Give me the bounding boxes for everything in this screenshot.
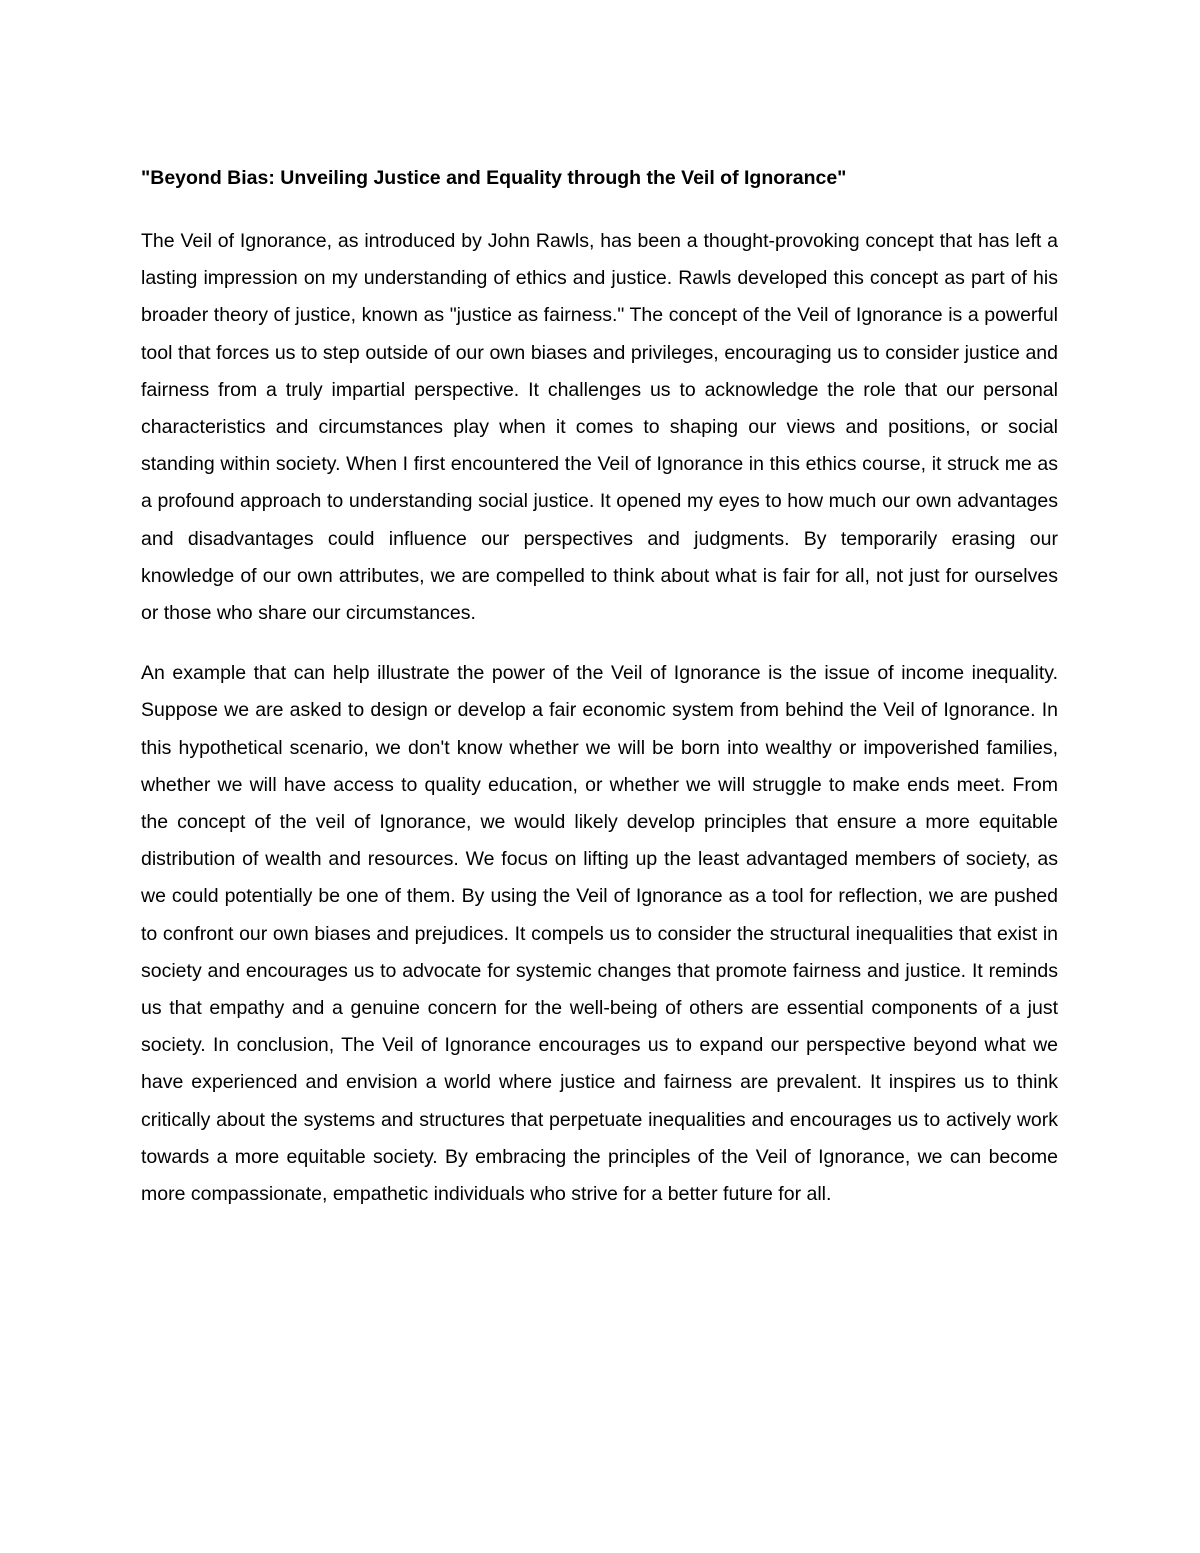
paragraph-1: The Veil of Ignorance, as introduced by John Rawls, has been a thought-provoking concept that has left a lasting impression on my understanding of ethics and justice. Rawls developed this concept as part of his broader theory of justice, known as "justice as fairness." The concept of the Veil of Ignorance is a powerful tool that forces us to step outside of our own biases and privileges, encouraging us to consider justice and fairness from a truly impartial perspective. It challenges us to acknowledge the role that our personal characteristics and circumstances play when it comes to shaping our views and positions, or social standing within society. When I first encountered the Veil of Ignorance in this ethics course, it struck me as a profound approach to understanding social justice. It opened my eyes to how much our own advantages and disadvantages could influence our perspectives and judgments. By temporarily erasing our knowledge of our own attributes, we are compelled to think about what is fair for all, not just for ourselves or those who share our circumstances. (141, 230, 1058, 625)
document-title: "Beyond Bias: Unveiling Justice and Equality through the Veil of Ignorance" (141, 167, 847, 189)
document-body (141, 160, 1058, 1213)
paragraph-2: An example that can help illustrate the power of the Veil of Ignorance is the issue of income inequality. Suppose we are asked to design or develop a fair economic system from behind the Veil of Ignorance. In this hypothetical scenario, we don't know whether we will be born into wealthy or impoverished families, whether we will have access to quality education, or whether we will struggle to make ends meet. From the concept of the veil of Ignorance, we would likely develop principles that ensure a more equitable distribution of wealth and resources. We focus on lifting up the least advantaged members of society, as we could potentially be one of them. By using the Veil of Ignorance as a tool for reflection, we are pushed to confront our own biases and prejudices. It compels us to consider the structural inequalities that exist in society and encourages us to advocate for systemic changes that promote fairness and justice. It reminds us that empathy and a genuine concern for the well-being of others are essential components of a just society. In conclusion, The Veil of Ignorance encourages us to expand our perspective beyond what we have experienced and envision a world where justice and fairness are prevalent. It inspires us to think critically about the systems and structures that perpetuate inequalities and encourages us to actively work towards a more equitable society. By embracing the principles of the Veil of Ignorance, we can become more compassionate, empathetic individuals who strive for a better future for all. (141, 662, 1058, 1206)
